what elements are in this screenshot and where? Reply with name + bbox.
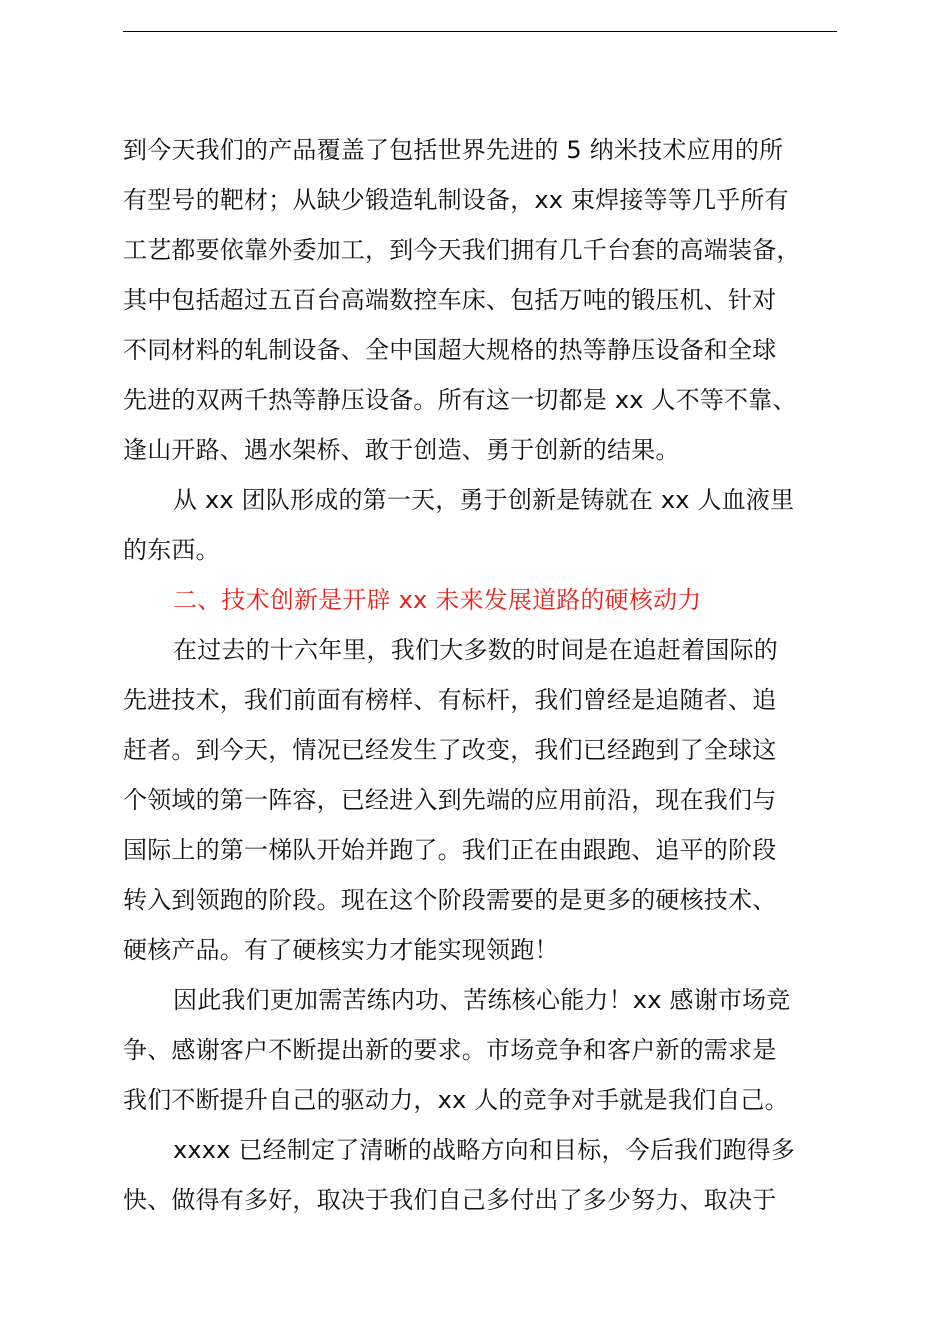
text-line: 转入到领跑的阶段。现在这个阶段需要的是更多的硬核技术、 (123, 886, 777, 914)
text-line: 其中包括超过五百台高端数控车床、包括万吨的锻压机、针对 (123, 286, 777, 314)
paragraph-start-line: xxxx 已经制定了清晰的战略方向和目标，今后我们跑得多 (173, 1136, 796, 1164)
text-line: 工艺都要依靠外委加工，到今天我们拥有几千台套的高端装备， (123, 236, 801, 264)
text-line: 先进技术，我们前面有榜样、有标杆，我们曾经是追随者、追 (123, 686, 777, 714)
paragraph-start-line: 从 xx 团队形成的第一天，勇于创新是铸就在 xx 人血液里 (173, 486, 795, 514)
text-line: 个领域的第一阵容，已经进入到先端的应用前沿，现在我们与 (123, 786, 777, 814)
text-line: 快、做得有多好，取决于我们自己多付出了多少努力、取决于 (123, 1186, 777, 1214)
text-line: 不同材料的轧制设备、全中国超大规格的热等静压设备和全球 (123, 336, 777, 364)
text-line: 我们不断提升自己的驱动力，xx 人的竞争对手就是我们自己。 (123, 1086, 789, 1114)
document-body (123, 125, 843, 1225)
text-line: 赶者。到今天，情况已经发生了改变，我们已经跑到了全球这 (123, 736, 777, 764)
paragraph-start-line: 因此我们更加需苦练内功、苦练核心能力！xx 感谢市场竞 (173, 986, 791, 1014)
text-line: 的东西。 (123, 536, 220, 564)
text-line: 争、感谢客户不断提出新的要求。市场竞争和客户新的需求是 (123, 1036, 777, 1064)
text-line: 硬核产品。有了硬核实力才能实现领跑！ (123, 936, 559, 964)
text-line: 逢山开路、遇水架桥、敢于创造、勇于创新的结果。 (123, 436, 680, 464)
text-line: 国际上的第一梯队开始并跑了。我们正在由跟跑、追平的阶段 (123, 836, 777, 864)
text-line: 有型号的靶材；从缺少锻造轧制设备，xx 束焊接等等几乎所有 (123, 186, 789, 214)
header-rule (123, 31, 837, 32)
section-heading: 二、技术创新是开辟 xx 未来发展道路的硬核动力 (173, 586, 702, 614)
text-line: 到今天我们的产品覆盖了包括世界先进的 5 纳米技术应用的所 (123, 136, 784, 164)
text-line: 先进的双两千热等静压设备。所有这一切都是 xx 人不等不靠、 (123, 386, 797, 414)
paragraph-start-line: 在过去的十六年里，我们大多数的时间是在追赶着国际的 (173, 636, 778, 664)
